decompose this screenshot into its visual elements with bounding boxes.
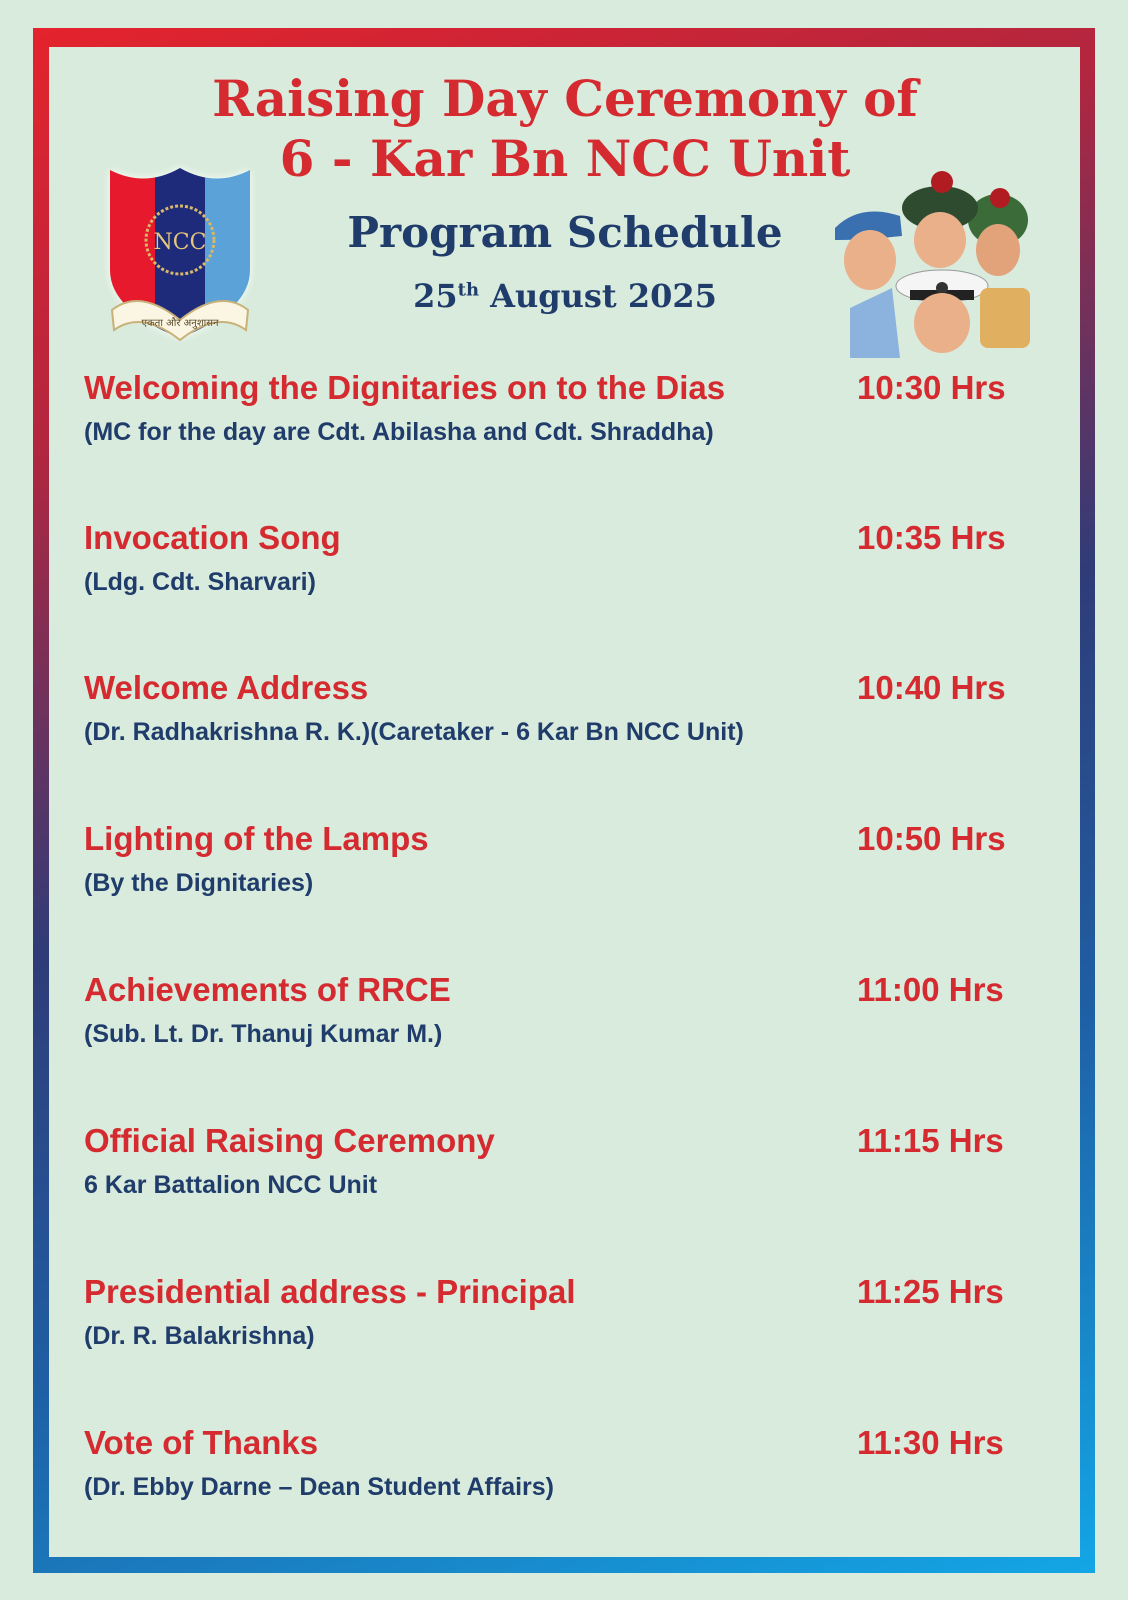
- item-title: Lighting of the Lamps: [84, 820, 429, 857]
- item-detail: 6 Kar Battalion NCC Unit: [84, 1171, 378, 1199]
- logo-text: NCC: [153, 230, 207, 255]
- ncc-logo: [100, 160, 260, 350]
- item-title: Welcoming the Dignitaries on to the Dias: [84, 369, 726, 406]
- schedule-item: [84, 1421, 1044, 1521]
- title-line-2: 6 - Kar Bn NCC Unit: [279, 129, 851, 188]
- item-time: 11:15 Hrs: [857, 1122, 1004, 1159]
- item-time: 10:35 Hrs: [857, 519, 1006, 556]
- item-detail: (Dr. Ebby Darne – Dean Student Affairs): [84, 1473, 554, 1501]
- schedule-item: [84, 817, 1044, 917]
- date-day: 25: [413, 277, 458, 315]
- item-time: 11:30 Hrs: [857, 1424, 1004, 1461]
- program-schedule-heading: Program Schedule: [347, 208, 783, 257]
- item-title: Invocation Song: [84, 519, 341, 556]
- item-time: 10:30 Hrs: [857, 369, 1006, 406]
- item-title: Presidential address - Principal: [84, 1273, 576, 1310]
- item-time: 10:40 Hrs: [857, 669, 1006, 706]
- schedule-item: [84, 366, 1044, 466]
- item-detail: (MC for the day are Cdt. Abilasha and Cdt. Shraddha): [84, 418, 714, 446]
- schedule-item: [84, 516, 1044, 616]
- schedule-item: [84, 666, 1044, 766]
- item-title: Official Raising Ceremony: [84, 1122, 495, 1159]
- cadets-illustration: [830, 158, 1045, 358]
- schedule-item: [84, 968, 1044, 1068]
- item-title: Welcome Address: [84, 669, 369, 706]
- date-month-year: August 2025: [479, 277, 717, 315]
- item-time: 10:50 Hrs: [857, 820, 1006, 857]
- date-suffix: th: [457, 279, 480, 301]
- schedule-item: [84, 1119, 1044, 1219]
- schedule-item: [84, 1270, 1044, 1370]
- item-detail: (Dr. Radhakrishna R. K.)(Caretaker - 6 Kar Bn NCC Unit): [84, 718, 744, 746]
- title-line-1: Raising Day Ceremony of: [212, 69, 918, 128]
- item-detail: (By the Dignitaries): [84, 869, 314, 897]
- item-detail: (Dr. R. Balakrishna): [84, 1322, 315, 1350]
- item-title: Vote of Thanks: [84, 1424, 319, 1461]
- item-detail: (Sub. Lt. Dr. Thanuj Kumar M.): [84, 1020, 443, 1048]
- item-detail: (Ldg. Cdt. Sharvari): [84, 568, 316, 596]
- item-time: 11:25 Hrs: [857, 1273, 1004, 1310]
- event-date: [300, 276, 830, 316]
- logo-motto: एकता और अनुशासन: [141, 318, 219, 329]
- item-title: Achievements of RRCE: [84, 971, 451, 1008]
- item-time: 11:00 Hrs: [857, 971, 1004, 1008]
